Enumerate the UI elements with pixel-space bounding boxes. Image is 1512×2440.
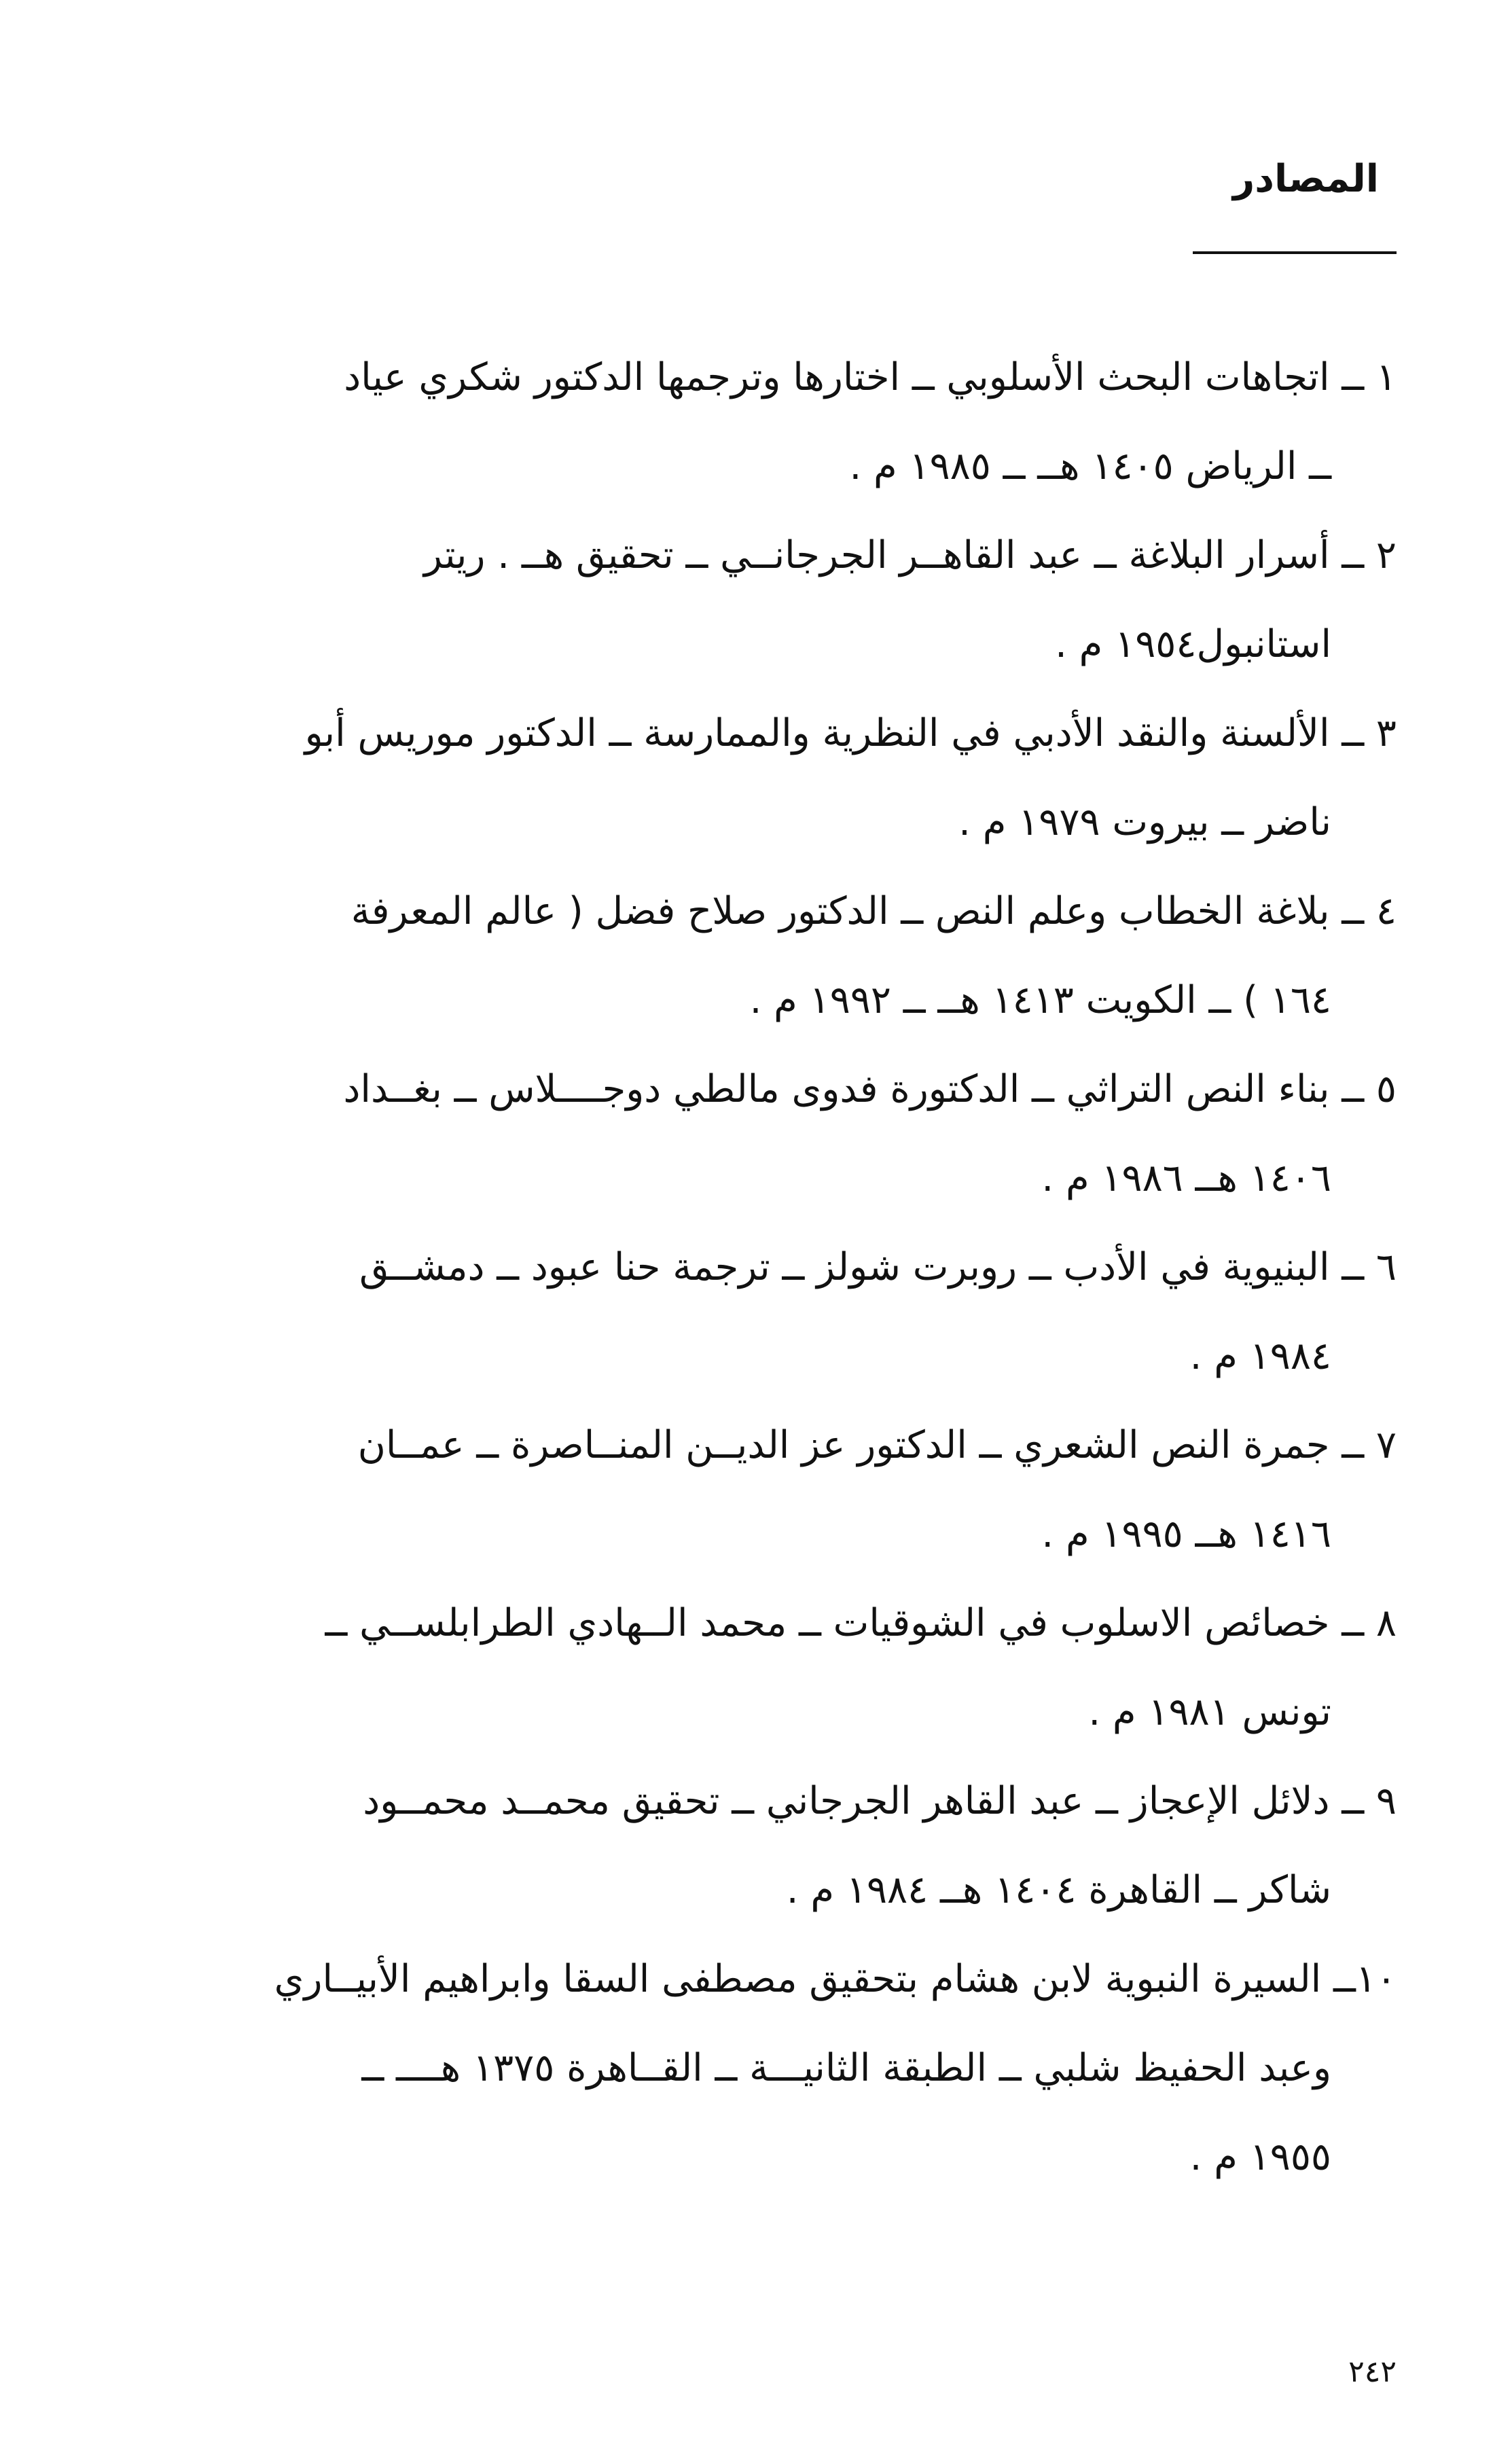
reference-entry-9 <box>133 1757 1397 1935</box>
reference-entry-3 <box>133 689 1397 867</box>
reference-line: تونس ١٩٨١ م . <box>1088 1690 1331 1734</box>
reference-line: ١٩٨٤ م . <box>1189 1334 1331 1378</box>
reference-line: ٧ ــ جمرة النص الشعري ــ الدكتور عز الديــن المنــاصرة ــ عمــان <box>357 1423 1397 1467</box>
reference-entry-2 <box>133 511 1397 689</box>
reference-line: ١٦٤ ) ــ الكويت ١٤١٣ هــ ــ ١٩٩٢ م . <box>749 978 1331 1022</box>
reference-line: ٤ ــ بلاغة الخطاب وعلم النص ــ الدكتور صلاح فضل ( عالم المعرفة <box>350 889 1397 933</box>
reference-entry-8 <box>133 1579 1397 1757</box>
page-number: ٢٤٢ <box>1348 2354 1397 2389</box>
reference-line: ٥ ــ بناء النص التراثي ــ الدكتورة فدوى مالطي دوجــــلاس ــ بغــداد <box>343 1067 1397 1111</box>
reference-line: وعبد الحفيظ شلبي ــ الطبقة الثانيـــة ــ القــاهرة ١٣٧٥ هــــ ــ <box>361 2046 1331 2090</box>
reference-entry-10 <box>133 1935 1397 2202</box>
heading-underline <box>1193 251 1397 254</box>
reference-line: شاكر ــ القاهرة ١٤٠٤ هــ ١٩٨٤ م . <box>786 1868 1331 1912</box>
reference-line: ٩ ــ دلائل الإعجاز ــ عبد القاهر الجرجاني ــ تحقيق محمــد محمــود <box>363 1779 1397 1823</box>
reference-line: استانبول١٩٥٤ م . <box>1055 622 1331 666</box>
reference-line: ١٠ــ السيرة النبوية لابن هشام بتحقيق مصطفى السقا وابراهيم الأبيــاري <box>274 1957 1397 2001</box>
reference-line: ٨ ــ خصائص الاسلوب في الشوقيات ــ محمد الــهادي الطرابلســي ــ <box>325 1601 1397 1645</box>
reference-entry-4 <box>133 867 1397 1045</box>
references-list <box>133 333 1397 2202</box>
reference-line: ١ ــ اتجاهات البحث الأسلوبي ــ اختارها وترجمها الدكتور شكري عياد <box>344 355 1397 399</box>
reference-entry-6 <box>133 1223 1397 1401</box>
reference-line: ٢ ــ أسرار البلاغة ــ عبد القاهــر الجرجانــي ــ تحقيق هــ . ريتر <box>424 533 1397 577</box>
reference-line: ١٤١٦ هــ ١٩٩٥ م . <box>1041 1512 1331 1556</box>
reference-line: ١٩٥٥ م . <box>1189 2135 1331 2179</box>
reference-line: ٣ ــ الألسنة والنقد الأدبي في النظرية والممارسة ــ الدكتور موريس أبو <box>304 711 1397 755</box>
reference-entry-5 <box>133 1045 1397 1223</box>
page-heading: المصادر <box>1233 157 1379 201</box>
reference-entry-7 <box>133 1401 1397 1579</box>
reference-line: ناضر ــ بيروت ١٩٧٩ م . <box>958 800 1331 844</box>
reference-line: ٦ ــ البنيوية في الأدب ــ روبرت شولز ــ ترجمة حنا عبود ــ دمشــق <box>359 1245 1397 1289</box>
reference-line: ١٤٠٦ هــ ١٩٨٦ م . <box>1041 1156 1331 1200</box>
reference-entry-1 <box>133 333 1397 511</box>
reference-line: ــ الرياض ١٤٠٥ هــ ــ ١٩٨٥ م . <box>849 444 1331 488</box>
